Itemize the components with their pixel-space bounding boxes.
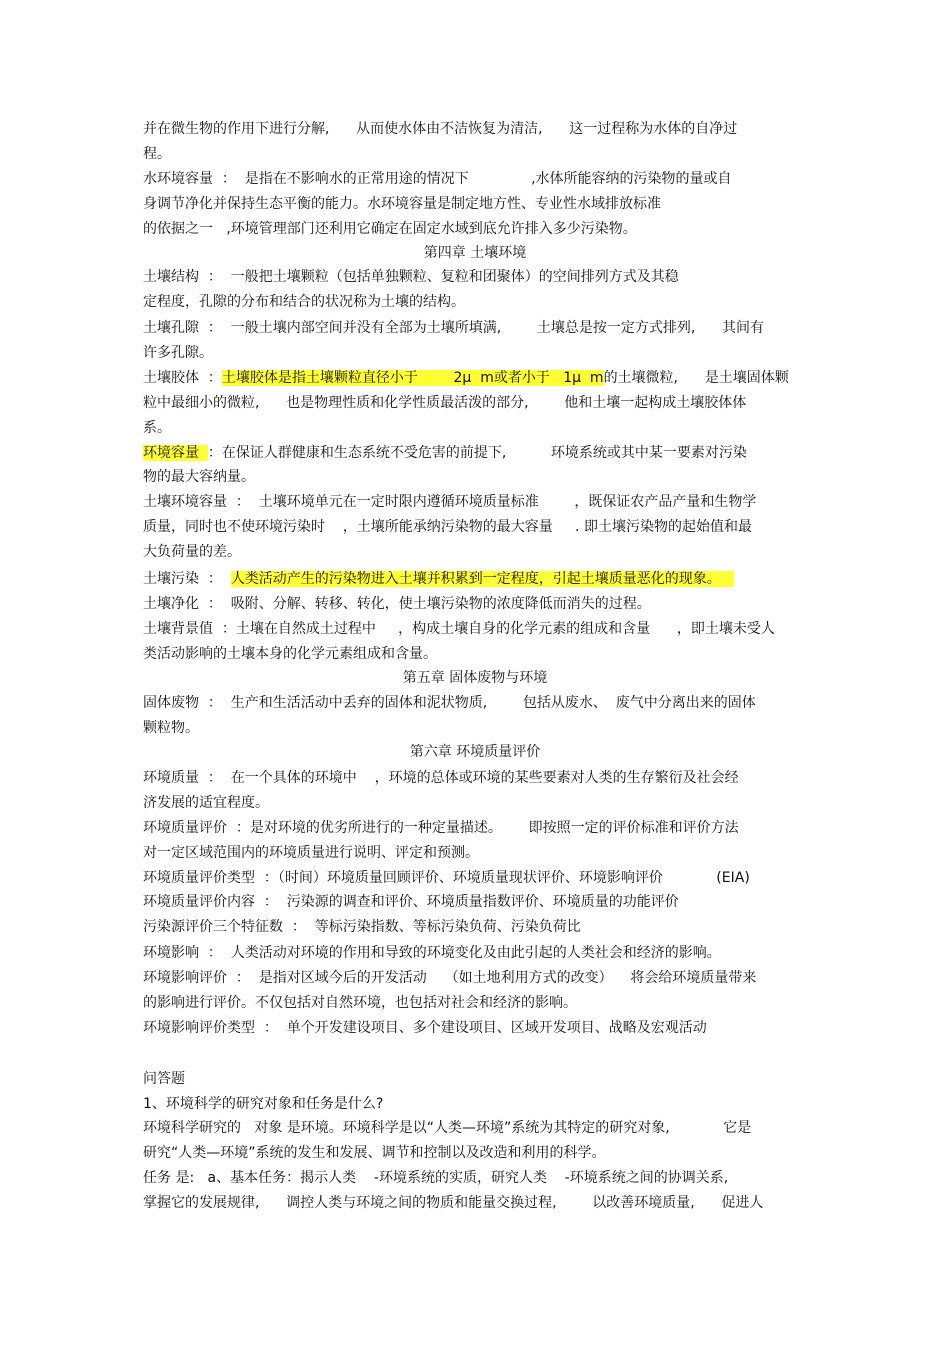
text-line [143, 570, 734, 588]
chapter-heading: 第六章 环境质量评价 [409, 744, 541, 760]
text-line: 土壤结构 ： 一般把土壤颗粒（包括单独颗粒、复粒和团聚体）的空间排列方式及其稳 [143, 269, 679, 285]
text-line: 环境影响 ： 人类活动对环境的作用和导致的环境变化及由此引起的人类社会和经济的影响。 [143, 945, 721, 961]
chapter-heading: 第五章 固体废物与环境 [402, 670, 548, 686]
question-title: 1、环境科学的研究对象和任务是什么? [143, 1096, 384, 1112]
chapter-heading: 第四章 土壤环境 [423, 245, 527, 261]
text-line: 环境影响评价 ： 是指对区域今后的开发活动 （如土地利用方式的改变） 将会给环境质量带来 [143, 970, 757, 986]
text-line: 环境影响评价类型 ： 单个开发建设项目、多个建设项目、区域开发项目、战略及宏观活动 [143, 1020, 707, 1036]
text-line: 土壤净化 ： 吸附、分解、转移、转化，使土壤污染物的浓度降低而消失的过程。 [143, 596, 651, 612]
text-line: 并在微生物的作用下进行分解, 从而使水体由不洁恢复为清洁, 这一过程称为水体的自净过 [143, 121, 738, 137]
text-line: 对一定区域范围内的环境质量进行说明、评定和预测。 [143, 845, 479, 861]
text-line: 土壤环境容量 ： 土壤环境单元在一定时限内遵循环境质量标准 ，既保证农产品产量和生物学 [143, 494, 757, 510]
text-line: 环境质量评价内容 ： 污染源的调查和评价、环境质量指数评价、环境质量的功能评价 [143, 894, 679, 910]
text-line: 污染源评价三个特征数 ： 等标污染指数、等标污染负荷、污染负荷比 [143, 919, 581, 935]
text-line: 物的最大容纳量。 [143, 469, 255, 485]
text-line: 大负荷量的差。 [143, 544, 241, 560]
text-line: 环境科学研究的 对象 是环境。环境科学是以“人类—环境”系统为其特定的研究对象, 它是 [143, 1120, 752, 1136]
highlighted-text: 土壤胶体是指土壤颗粒直径小于 2μ m或者小于 1μ m [221, 370, 604, 386]
text-line: 程。 [143, 146, 171, 162]
text-line: 颗粒物。 [143, 720, 199, 736]
text-line: 质量，同时也不使环境污染时 ，土壤所能承纳污染物的最大容量 . 即土壤污染物的起始值和最 [143, 519, 752, 535]
term-label: 土壤污染 ： [143, 571, 231, 587]
text-line: 系。 [143, 420, 171, 436]
text-line: 身调节净化并保持生态平衡的能力。水环境容量是制定地方性、专业性水域排放标准 [143, 196, 661, 212]
text-line: 土壤孔隙 ： 一般土壤内部空间并没有全部为土壤所填满, 土壤总是按一定方式排列, 其间有 [143, 320, 765, 336]
text-line: 类活动影响的土壤本身的化学元素组成和含量。 [143, 646, 437, 662]
text-segment: ：在保证人群健康和生态系统不受危害的前提下, 环境系统或其中某一要素对污染 [207, 445, 747, 461]
text-line: 水环境容量 ： 是指在不影响水的正常用途的情况下 ,水体所能容纳的污染物的量或自 [143, 171, 732, 187]
text-line: 济发展的适宜程度。 [143, 795, 269, 811]
text-line: 粒中最细小的微粒, 也是物理性质和化学性质最活泼的部分, 他和土壤一起构成土壤胶体体 [143, 395, 747, 411]
text-line: 的影响进行评价。不仅包括对自然环境，也包括对社会和经济的影响。 [143, 995, 577, 1011]
text-line: 环境质量 ： 在一个具体的环境中 ，环境的总体或环境的某些要素对人类的生存繁衍及社会经 [143, 770, 739, 786]
text-line: 定程度，孔隙的分布和结合的状况称为土壤的结构。 [143, 294, 465, 310]
text-line: 土壤背景值 ：土壤在自然成土过程中 ，构成土壤自身的化学元素的组成和含量 ，即土壤未受人 [143, 621, 775, 637]
text-line: 环境质量评价 ：是对环境的优劣所进行的一种定量描述。 即按照一定的评价标准和评价方法 [143, 820, 739, 836]
text-line: 环境质量评价类型 ：（时间）环境质量回顾评价、环境质量现状评价、环境影响评价 (EIA) [143, 870, 750, 886]
text-line: 固体废物 ： 生产和生活活动中丢弃的固体和泥状物质, 包括从废水、 废气中分离出来的固体 [143, 695, 756, 711]
text-line: 的依据之一 ,环境管理部门还利用它确定在固定水域到底允许排入多少污染物。 [143, 221, 637, 237]
highlighted-text: 人类活动产生的污染物进入土壤并积累到一定程度，引起土壤质量恶化的现象。 [230, 571, 735, 587]
section-heading: 问答题 [143, 1071, 185, 1087]
text-line [143, 369, 789, 387]
text-line: 掌握它的发展规律, 调控人类与环境之间的物质和能量交换过程, 以改善环境质量, 促进人 [143, 1195, 764, 1211]
text-line: 许多孔隙。 [143, 345, 213, 361]
highlighted-text: 环境容量 [143, 445, 208, 461]
text-segment: 的土壤微粒, 是土壤固体颗 [603, 370, 789, 386]
text-line [143, 444, 747, 462]
term-label: 土壤胶体 ： [143, 370, 222, 386]
text-line: 研究“人类—环境”系统的发生和发展、调节和控制以及改造和利用的科学。 [143, 1145, 606, 1161]
text-line: 任务 是: a、基本任务：揭示人类 -环境系统的实质，研究人类 -环境系统之间的协调关系, [143, 1170, 729, 1186]
